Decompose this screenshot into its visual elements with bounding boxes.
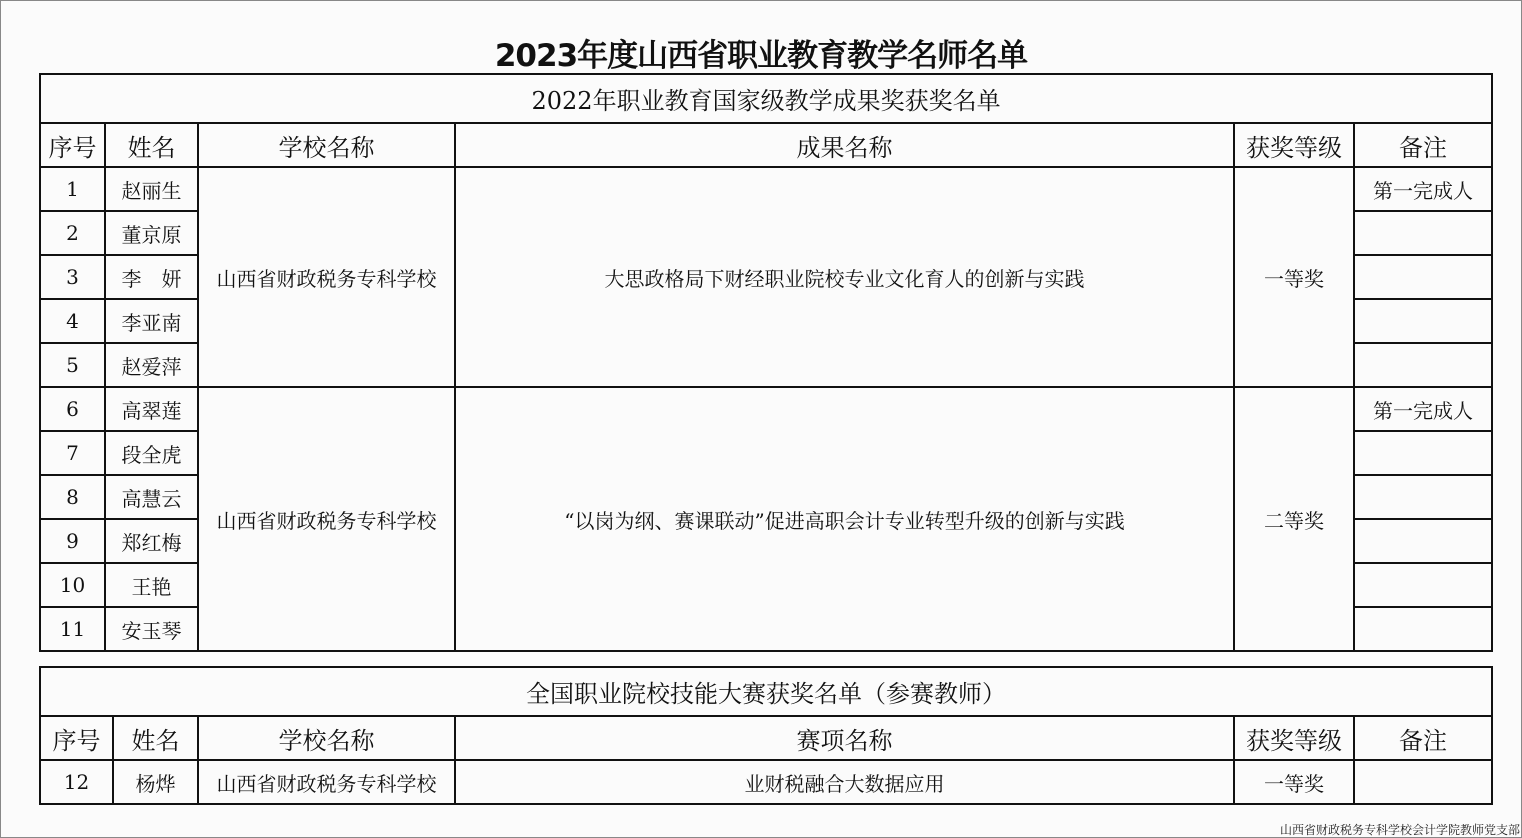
teacher-name: 高慧云	[105, 475, 198, 519]
column-header: 学校名称	[198, 123, 455, 167]
note	[1354, 211, 1492, 255]
column-header: 备注	[1354, 716, 1492, 760]
row-number: 8	[40, 475, 105, 519]
row-number: 4	[40, 299, 105, 343]
table-row	[40, 760, 1492, 804]
table-row	[40, 387, 1492, 431]
row-number: 1	[40, 167, 105, 211]
row-number: 7	[40, 431, 105, 475]
teacher-name: 高翠莲	[105, 387, 198, 431]
note	[1354, 299, 1492, 343]
column-header: 成果名称	[455, 123, 1234, 167]
section-heading: 2022年职业教育国家级教学成果奖获奖名单	[40, 74, 1492, 123]
achievement-award-table	[39, 73, 1493, 652]
column-header: 备注	[1354, 123, 1492, 167]
column-header: 获奖等级	[1234, 716, 1354, 760]
teacher-name: 李 妍	[105, 255, 198, 299]
achievement-name: 大思政格局下财经职业院校专业文化育人的创新与实践	[455, 167, 1234, 387]
teacher-name: 赵爱萍	[105, 343, 198, 387]
teacher-name: 赵丽生	[105, 167, 198, 211]
note	[1354, 519, 1492, 563]
row-number: 10	[40, 563, 105, 607]
school-name: 山西省财政税务专科学校	[198, 760, 455, 804]
section-heading: 全国职业院校技能大赛获奖名单（参赛教师）	[40, 667, 1492, 716]
row-number: 2	[40, 211, 105, 255]
note	[1354, 343, 1492, 387]
note	[1354, 607, 1492, 651]
teacher-name: 董京原	[105, 211, 198, 255]
award-level: 一等奖	[1234, 760, 1354, 804]
row-number: 11	[40, 607, 105, 651]
event-name: 业财税融合大数据应用	[455, 760, 1234, 804]
school-name: 山西省财政税务专科学校	[198, 167, 455, 387]
note	[1354, 431, 1492, 475]
note: 第一完成人	[1354, 167, 1492, 211]
column-header: 序号	[40, 716, 113, 760]
column-header: 赛项名称	[455, 716, 1234, 760]
award-level: 二等奖	[1234, 387, 1354, 651]
table-row	[40, 167, 1492, 211]
achievement-name: “以岗为纲、赛课联动”促进高职会计专业转型升级的创新与实践	[455, 387, 1234, 651]
footer-watermark: 山西省财政税务专科学校会计学院教师党支部	[1279, 823, 1520, 837]
note	[1354, 563, 1492, 607]
note: 第一完成人	[1354, 387, 1492, 431]
row-number: 12	[40, 760, 113, 804]
row-number: 6	[40, 387, 105, 431]
teacher-name: 安玉琴	[105, 607, 198, 651]
column-header: 姓名	[105, 123, 198, 167]
row-number: 3	[40, 255, 105, 299]
note	[1354, 475, 1492, 519]
column-header: 序号	[40, 123, 105, 167]
award-level: 一等奖	[1234, 167, 1354, 387]
page-title: 2023年度山西省职业教育教学名师名单	[494, 38, 1028, 74]
teacher-name: 李亚南	[105, 299, 198, 343]
note	[1354, 760, 1492, 804]
note	[1354, 255, 1492, 299]
teacher-name: 郑红梅	[105, 519, 198, 563]
header-row	[40, 123, 1492, 167]
column-header: 学校名称	[198, 716, 455, 760]
row-number: 5	[40, 343, 105, 387]
column-header: 获奖等级	[1234, 123, 1354, 167]
header-row	[40, 716, 1492, 760]
skills-competition-table	[39, 666, 1493, 805]
teacher-name: 杨烨	[113, 760, 198, 804]
row-number: 9	[40, 519, 105, 563]
teacher-name: 王艳	[105, 563, 198, 607]
column-header: 姓名	[113, 716, 198, 760]
teacher-name: 段全虎	[105, 431, 198, 475]
school-name: 山西省财政税务专科学校	[198, 387, 455, 651]
